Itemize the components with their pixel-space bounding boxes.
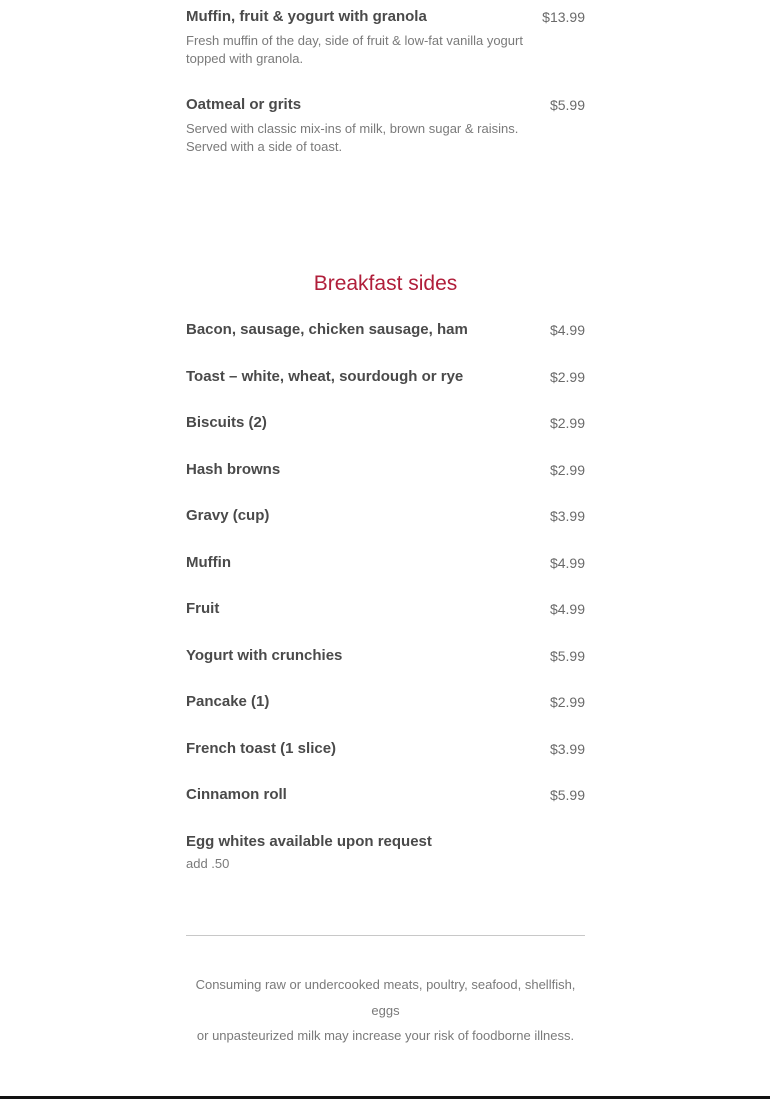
item-price: $4.99 (549, 322, 585, 338)
item-name: Hash browns (186, 460, 281, 478)
menu-item (186, 8, 585, 68)
item-price: $3.99 (549, 740, 585, 757)
item-price: $13.99 (542, 9, 585, 25)
note-title: Egg whites available upon request (186, 832, 432, 850)
item-price: $4.99 (549, 601, 585, 617)
menu-item (186, 693, 585, 740)
menu-item (186, 786, 585, 833)
divider (186, 935, 585, 936)
menu-item (186, 96, 585, 156)
section-title: Breakfast sides (313, 272, 458, 296)
disclaimer-line: Consuming raw or undercooked meats, poultry, seafood, shellfish, eggs (195, 977, 576, 1018)
item-name: Muffin (186, 553, 231, 571)
item-name: Oatmeal or grits (186, 96, 302, 113)
menu-item (186, 368, 585, 415)
item-price: $5.99 (549, 647, 585, 664)
item-price: $2.99 (549, 694, 585, 710)
item-description: Served with classic mix-ins of milk, brown sugar & raisins. Served with a side of toast. (186, 121, 519, 154)
item-price: $2.99 (549, 415, 585, 431)
menu-item (186, 321, 585, 368)
item-name: Muffin, fruit & yogurt with granola (186, 8, 427, 25)
menu-item (186, 507, 585, 554)
item-name: Biscuits (2) (186, 414, 267, 431)
menu-item (186, 647, 585, 694)
item-name: Gravy (cup) (186, 507, 270, 524)
menu-item (186, 740, 585, 787)
item-description: Fresh muffin of the day, side of fruit & low-fat vanilla yogurt topped with granola. (186, 33, 523, 66)
disclaimer-line: or unpasteurized milk may increase your risk of foodborne illness. (196, 1028, 575, 1043)
menu-note (186, 833, 585, 880)
food-safety-disclaimer (186, 972, 585, 1049)
menu-item (186, 554, 585, 601)
item-price: $2.99 (549, 368, 585, 385)
item-name: Toast – white, wheat, sourdough or rye (186, 367, 464, 385)
item-price: $5.99 (549, 787, 585, 803)
menu-item (186, 414, 585, 461)
item-price: $5.99 (549, 97, 585, 113)
item-price: $3.99 (549, 508, 585, 524)
item-name: French toast (1 slice) (186, 739, 337, 757)
menu-item (186, 461, 585, 508)
item-name: Fruit (186, 600, 220, 617)
item-name: Cinnamon roll (186, 786, 287, 803)
item-name: Yogurt with crunchies (186, 646, 343, 664)
breakfast-sides-list (186, 321, 585, 879)
item-price: $2.99 (549, 461, 585, 478)
menu-items-top (186, 8, 585, 184)
menu-item (186, 600, 585, 647)
note-description: add .50 (186, 855, 230, 871)
item-price: $4.99 (549, 554, 585, 571)
item-name: Pancake (1) (186, 693, 270, 710)
item-name: Bacon, sausage, chicken sausage, ham (186, 321, 468, 338)
